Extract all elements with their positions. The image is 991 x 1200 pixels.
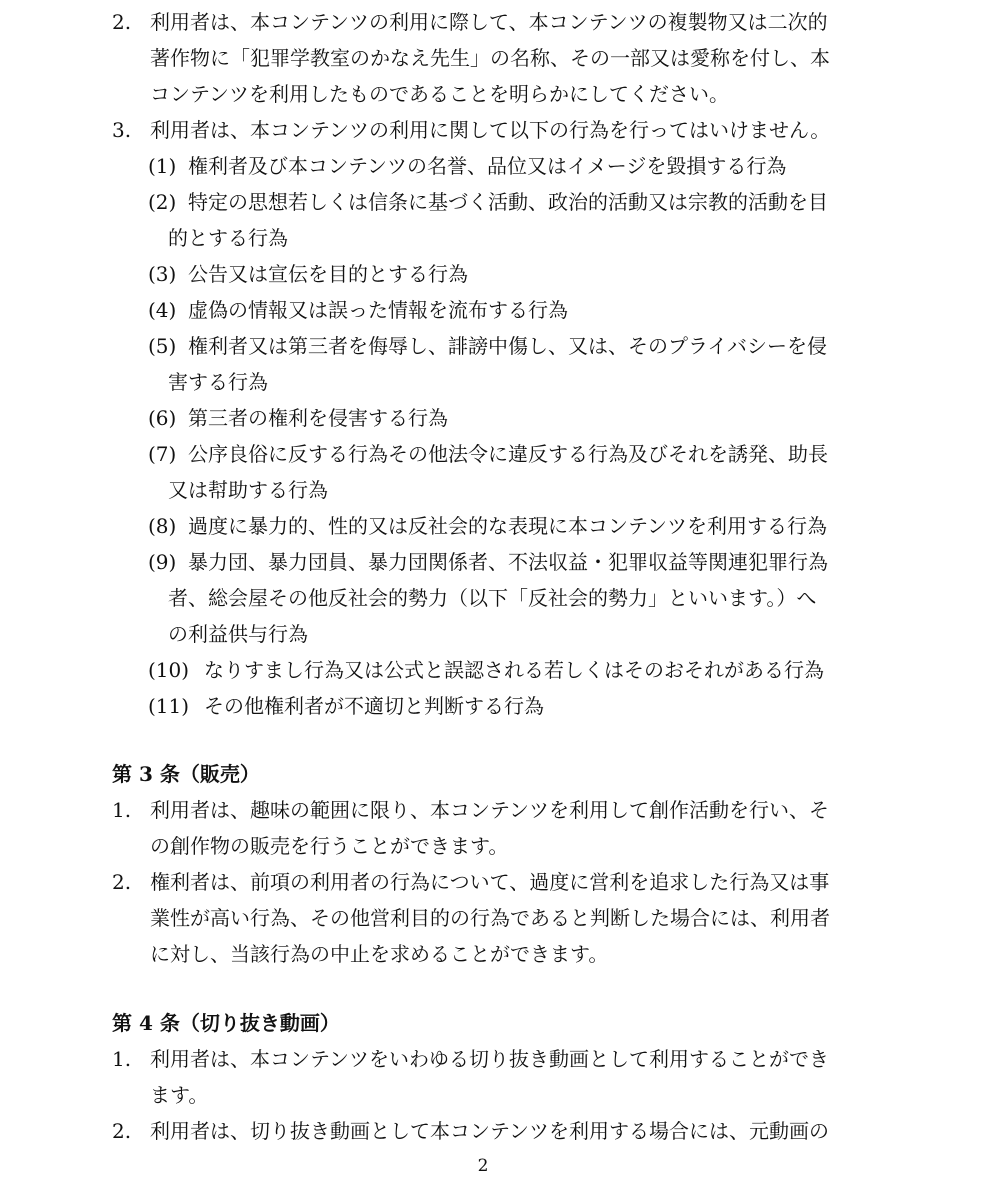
item-text: 又は幇助する行為 <box>168 478 328 502</box>
prohibited-item <box>0 400 991 436</box>
prohibited-item <box>0 184 991 220</box>
article-heading: 第 4 条（切り抜き動画） <box>112 1011 340 1035</box>
item-text: 第三者の権利を侵害する行為 <box>188 406 448 430</box>
list-item-continuation <box>0 828 991 864</box>
section-heading <box>0 756 991 792</box>
item-number: 2. <box>112 870 132 894</box>
item-text: 害する行為 <box>168 370 268 394</box>
item-number: (2) <box>148 190 177 214</box>
item-number: 1. <box>112 1047 132 1071</box>
prohibited-item-continuation <box>0 364 991 400</box>
item-number: (10) <box>148 658 190 682</box>
item-text: なりすまし行為又は公式と誤認される若しくはそのおそれがある行為 <box>204 658 824 682</box>
prohibited-item-continuation <box>0 616 991 652</box>
item-number: 3. <box>112 118 132 142</box>
prohibited-item <box>0 688 991 724</box>
item-text: 権利者は、前項の利用者の行為について、過度に営利を追求した行為又は事 <box>150 870 830 894</box>
item-number: 2. <box>112 1119 132 1143</box>
list-item-continuation <box>0 936 991 972</box>
item-number: (11) <box>148 694 190 718</box>
list-item-continuation <box>0 900 991 936</box>
list-item <box>0 1041 991 1077</box>
article-heading: 第 3 条（販売） <box>112 762 260 786</box>
item-number: (5) <box>148 334 177 358</box>
list-item <box>0 792 991 828</box>
list-item-continuation <box>0 76 991 112</box>
item-text: 特定の思想若しくは信条に基づく活動、政治的活動又は宗教的活動を目 <box>188 190 828 214</box>
prohibited-item-continuation <box>0 220 991 256</box>
prohibited-item <box>0 328 991 364</box>
item-text: その他権利者が不適切と判断する行為 <box>204 694 544 718</box>
item-number: (3) <box>148 262 177 286</box>
list-item-continuation <box>0 1077 991 1113</box>
item-text: 著作物に「犯罪学教室のかなえ先生」の名称、その一部又は愛称を付し、本 <box>150 46 830 70</box>
item-number: (6) <box>148 406 177 430</box>
item-text: 利用者は、本コンテンツの利用に関して以下の行為を行ってはいけません。 <box>150 118 831 142</box>
item-number: 1. <box>112 798 132 822</box>
item-text: 暴力団、暴力団員、暴力団関係者、不法収益・犯罪収益等関連犯罪行為 <box>188 550 828 574</box>
item-number: (9) <box>148 550 177 574</box>
item-text: 利用者は、本コンテンツをいわゆる切り抜き動画として利用することができ <box>150 1047 829 1071</box>
item-text: 者、総会屋その他反社会的勢力（以下「反社会的勢力」といいます。）へ <box>168 586 817 610</box>
item-text: 利用者は、切り抜き動画として本コンテンツを利用する場合には、元動画の <box>150 1119 829 1143</box>
list-item <box>0 4 991 40</box>
item-number: (7) <box>148 442 177 466</box>
prohibited-item <box>0 652 991 688</box>
prohibited-item <box>0 256 991 292</box>
item-text: 過度に暴力的、性的又は反社会的な表現に本コンテンツを利用する行為 <box>188 514 827 538</box>
prohibited-item-continuation <box>0 472 991 508</box>
list-item <box>0 1113 991 1149</box>
prohibited-item <box>0 436 991 472</box>
item-number: (4) <box>148 298 177 322</box>
item-text: 公告又は宣伝を目的とする行為 <box>188 262 468 286</box>
list-item <box>0 864 991 900</box>
item-text: コンテンツを利用したものであることを明らかにしてください。 <box>150 82 729 106</box>
prohibited-item <box>0 292 991 328</box>
item-text: 利用者は、趣味の範囲に限り、本コンテンツを利用して創作活動を行い、そ <box>150 798 829 822</box>
prohibited-item-continuation <box>0 580 991 616</box>
item-number: 2. <box>112 10 132 34</box>
item-text: 公序良俗に反する行為その他法令に違反する行為及びそれを誘発、助長 <box>188 442 828 466</box>
item-text: の創作物の販売を行うことができます。 <box>150 834 509 858</box>
item-text: 権利者及び本コンテンツの名誉、品位又はイメージを毀損する行為 <box>188 154 787 178</box>
prohibited-item <box>0 508 991 544</box>
item-text: 権利者又は第三者を侮辱し、誹謗中傷し、又は、そのプライバシーを侵 <box>188 334 827 358</box>
item-text: ます。 <box>150 1083 209 1107</box>
item-text: に対し、当該行為の中止を求めることができます。 <box>150 942 609 966</box>
item-text: 利用者は、本コンテンツの利用に際して、本コンテンツの複製物又は二次的 <box>150 10 828 34</box>
item-number: (8) <box>148 514 177 538</box>
list-item <box>0 112 991 148</box>
page-number: 2 <box>477 1156 489 1176</box>
item-number: (1) <box>148 154 177 178</box>
prohibited-item <box>0 148 991 184</box>
item-text: 虚偽の情報又は誤った情報を流布する行為 <box>188 298 568 322</box>
list-item-continuation <box>0 40 991 76</box>
section-heading <box>0 1005 991 1041</box>
item-text: 業性が高い行為、その他営利目的の行為であると判断した場合には、利用者 <box>150 906 830 930</box>
item-text: の利益供与行為 <box>168 622 308 646</box>
item-text: 的とする行為 <box>168 226 288 250</box>
prohibited-item <box>0 544 991 580</box>
